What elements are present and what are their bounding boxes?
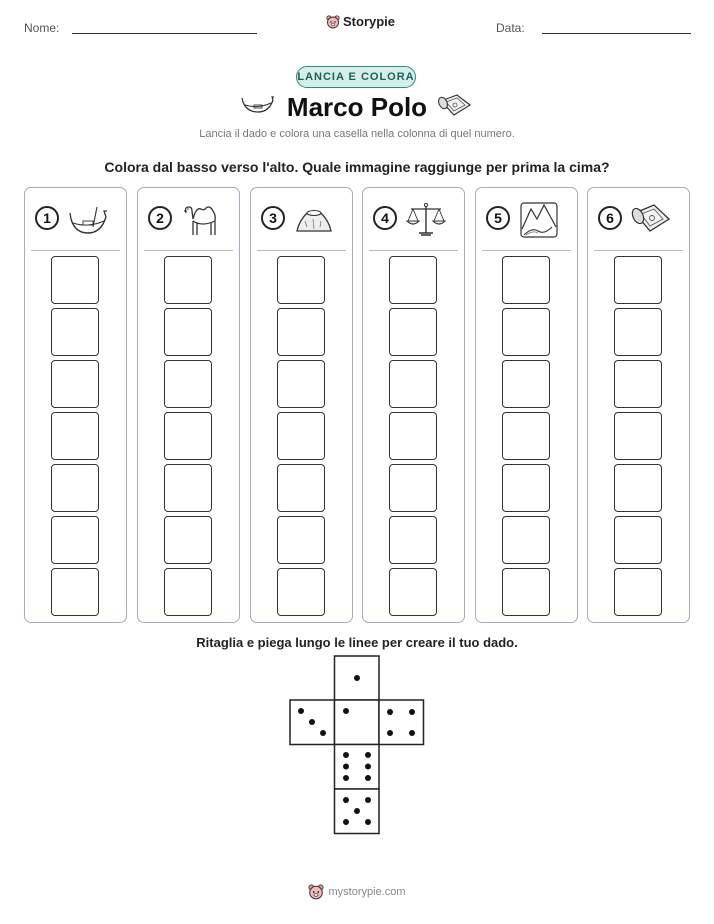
column-2 <box>137 187 240 623</box>
name-label: Nome: <box>24 21 60 35</box>
die-face-three <box>290 700 335 745</box>
column-4 <box>362 187 465 623</box>
dice-net[interactable] <box>289 655 426 837</box>
column-number: 3 <box>261 206 285 230</box>
color-cell[interactable] <box>51 516 99 564</box>
die-face-one <box>335 656 380 700</box>
footer-url[interactable]: mystorypie.com <box>328 886 406 898</box>
color-cell[interactable] <box>502 568 550 616</box>
color-cell[interactable] <box>51 464 99 512</box>
column-number: 2 <box>148 206 172 230</box>
color-cell[interactable] <box>277 412 325 460</box>
color-cell[interactable] <box>277 308 325 356</box>
column-divider <box>144 250 233 251</box>
carpet-icon <box>437 93 473 119</box>
color-cell[interactable] <box>614 412 662 460</box>
die-face-six <box>335 745 380 790</box>
color-cell[interactable] <box>389 516 437 564</box>
volcano-icon <box>293 199 335 239</box>
color-cell[interactable] <box>502 516 550 564</box>
color-cell[interactable] <box>164 464 212 512</box>
color-cell[interactable] <box>614 256 662 304</box>
gondola-icon <box>67 199 109 239</box>
brand-logo <box>326 14 395 29</box>
die-face-center-one <box>335 700 380 745</box>
color-cell[interactable] <box>614 464 662 512</box>
camel-icon <box>180 199 222 239</box>
storypie-mascot-icon <box>308 884 324 900</box>
color-cell[interactable] <box>51 412 99 460</box>
color-cell[interactable] <box>502 412 550 460</box>
column-number: 5 <box>486 206 510 230</box>
storypie-mascot-icon <box>326 15 340 29</box>
race-instruction: Colora dal basso verso l'alto. Quale immagine raggiunge per prima la cima? <box>104 159 610 175</box>
color-cell[interactable] <box>614 568 662 616</box>
color-cell[interactable] <box>277 464 325 512</box>
color-cell[interactable] <box>502 308 550 356</box>
color-cell[interactable] <box>614 360 662 408</box>
page-title: Marco Polo <box>286 92 428 122</box>
color-cell[interactable] <box>277 516 325 564</box>
column-divider <box>257 250 346 251</box>
color-cell[interactable] <box>164 308 212 356</box>
column-3 <box>250 187 353 623</box>
color-cell[interactable] <box>502 256 550 304</box>
color-cell[interactable] <box>277 360 325 408</box>
color-cell[interactable] <box>389 256 437 304</box>
color-cell[interactable] <box>277 256 325 304</box>
name-line <box>72 33 257 34</box>
color-cell[interactable] <box>389 412 437 460</box>
color-cell[interactable] <box>502 464 550 512</box>
color-cell[interactable] <box>51 360 99 408</box>
dice-instruction: Ritaglia e piega lungo le linee per creare il tuo dado. <box>196 635 518 650</box>
activity-badge: LANCIA E COLORA <box>296 66 416 88</box>
color-cell[interactable] <box>389 308 437 356</box>
color-cell[interactable] <box>51 568 99 616</box>
color-cell[interactable] <box>164 360 212 408</box>
column-1 <box>24 187 127 623</box>
page-subtitle: Lancia il dado e colora una casella nella colonna di quel numero. <box>199 128 515 140</box>
color-cell[interactable] <box>389 464 437 512</box>
column-divider <box>482 250 571 251</box>
date-label: Data: <box>496 21 525 35</box>
color-cell[interactable] <box>614 516 662 564</box>
color-cell[interactable] <box>51 308 99 356</box>
color-cell[interactable] <box>277 568 325 616</box>
color-cell[interactable] <box>502 360 550 408</box>
column-number: 1 <box>35 206 59 230</box>
scales-icon <box>405 199 447 239</box>
carpet-icon <box>630 199 672 239</box>
color-cell[interactable] <box>614 308 662 356</box>
color-cell[interactable] <box>164 568 212 616</box>
column-divider <box>31 250 120 251</box>
color-cell[interactable] <box>51 256 99 304</box>
color-cell[interactable] <box>164 256 212 304</box>
column-5 <box>475 187 578 623</box>
column-6 <box>587 187 690 623</box>
footer <box>0 884 714 900</box>
column-number: 4 <box>373 206 397 230</box>
column-divider <box>594 250 683 251</box>
date-line <box>542 33 691 34</box>
die-face-four <box>379 700 424 745</box>
column-number: 6 <box>598 206 622 230</box>
color-cell[interactable] <box>164 516 212 564</box>
color-cell[interactable] <box>389 360 437 408</box>
mountains-icon <box>518 199 560 239</box>
brand-name: Storypie <box>343 14 396 29</box>
die-face-five <box>335 789 380 834</box>
column-divider <box>369 250 458 251</box>
color-cell[interactable] <box>389 568 437 616</box>
color-cell[interactable] <box>164 412 212 460</box>
